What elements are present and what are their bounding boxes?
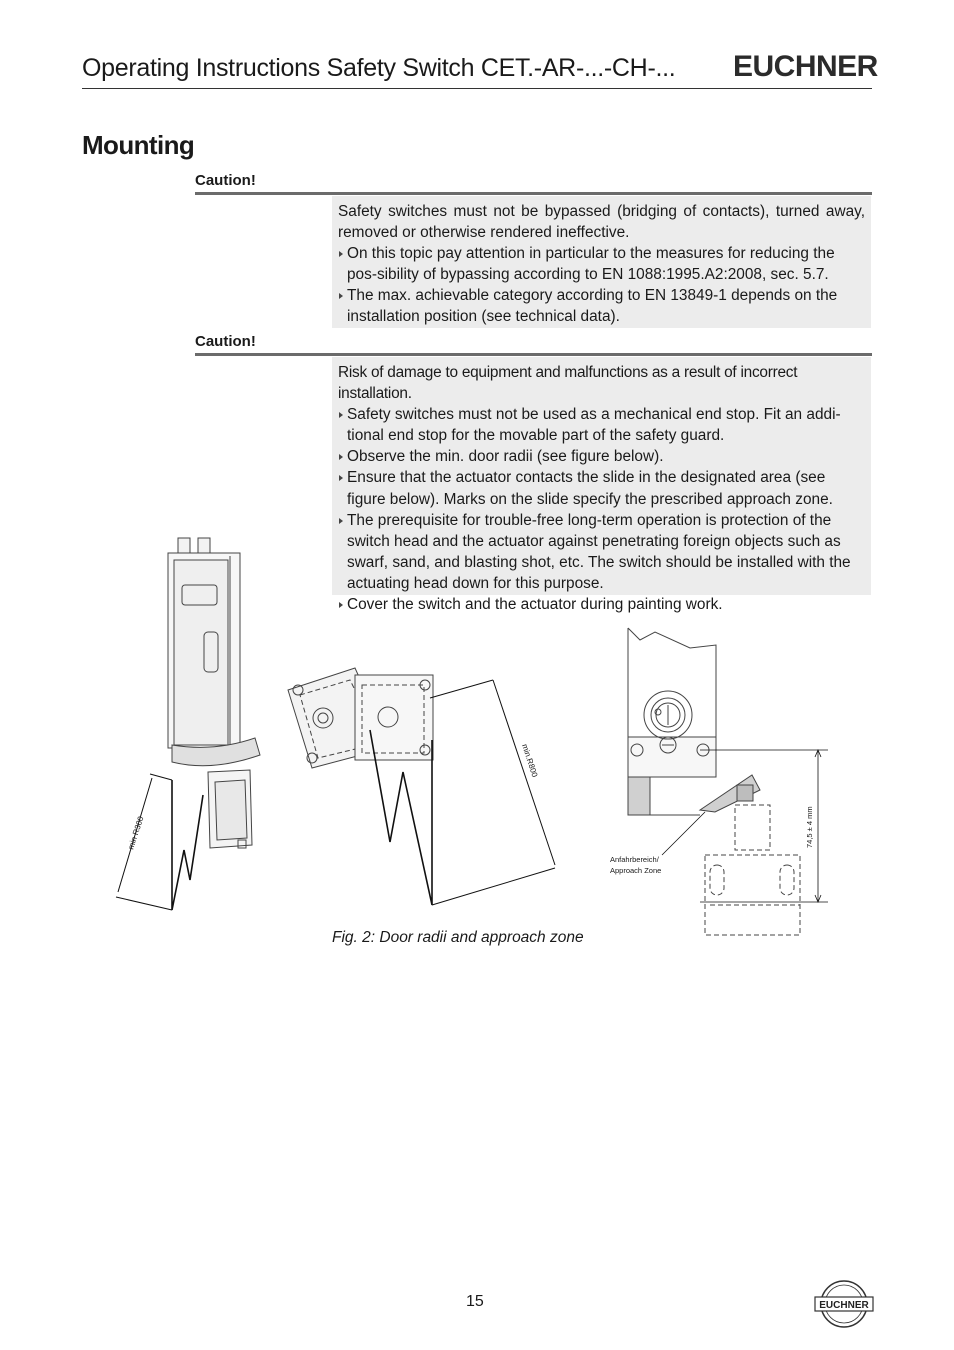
list-item: Ensure that the actuator contacts the slide in the designated area (see figure below). Marks on the slide specify the prescribed approach zone.	[338, 467, 865, 509]
document-title: Operating Instructions Safety Switch CET.-AR-...-CH-...	[82, 54, 676, 82]
door-radii-figure	[0, 530, 954, 940]
door-radius-left	[172, 780, 203, 910]
header-divider	[82, 88, 872, 89]
section-title: Mounting	[82, 130, 195, 160]
caution-intro: Safety switches must not be bypassed (bridging of contacts), turned away, removed or otherwise rendered ineffective.	[338, 203, 865, 242]
approach-zone-label-de: Anfahrbereich/	[610, 855, 659, 864]
radius-dimension-left	[116, 774, 172, 910]
switch-top-view	[288, 668, 433, 768]
dimension-label: 74,5 ± 4 mm	[805, 806, 814, 848]
caution-divider	[195, 353, 872, 356]
page-number: 15	[466, 1293, 484, 1310]
euchner-footer-logo	[814, 1279, 874, 1329]
list-item: Observe the min. door radii (see figure below).	[338, 446, 865, 467]
list-item: Cover the switch and the actuator during painting work.	[338, 594, 865, 615]
caution-divider	[195, 192, 872, 195]
list-item: On this topic pay attention in particular to the measures for reducing the pos-sibility of bypassing according to EN 1088:1995.A2:2008, sec. 5.7.	[338, 243, 865, 285]
actuator-dashed	[705, 805, 800, 935]
list-item: Safety switches must not be used as a mechanical end stop. Fit an addi-tional end stop for the movable part of the safety guard.	[338, 404, 865, 446]
caution-list	[338, 243, 865, 327]
figure-caption: Fig. 2: Door radii and approach zone	[332, 929, 584, 946]
list-item: The max. achievable category according to EN 13849-1 depends on the installation position (see technical data).	[338, 285, 865, 327]
euchner-logo: EUCHNER	[733, 50, 878, 83]
approach-zone-label-en: Approach Zone	[610, 866, 662, 875]
switch-side-view	[168, 538, 260, 848]
radius-label-left: min R300	[126, 815, 146, 851]
radius-label-right: min.R800	[520, 742, 540, 779]
footer-logo-text: EUCHNER	[819, 1300, 869, 1311]
radius-dimension-right	[430, 680, 555, 905]
caution-intro: Risk of damage to equipment and malfunctions as a result of incorrect installation.	[338, 364, 798, 403]
caution-label: Caution!	[195, 172, 256, 189]
list-item: The prerequisite for trouble-free long-term operation is protection of the switch head and the actuator against penetrating foreign objects such as swarf, sand, and blasting shot, etc. The switch should be installed with the actuating head down for this purpose.	[338, 510, 865, 594]
switch-front-view	[628, 628, 760, 815]
caution-box	[332, 196, 871, 328]
caution-label: Caution!	[195, 333, 256, 350]
